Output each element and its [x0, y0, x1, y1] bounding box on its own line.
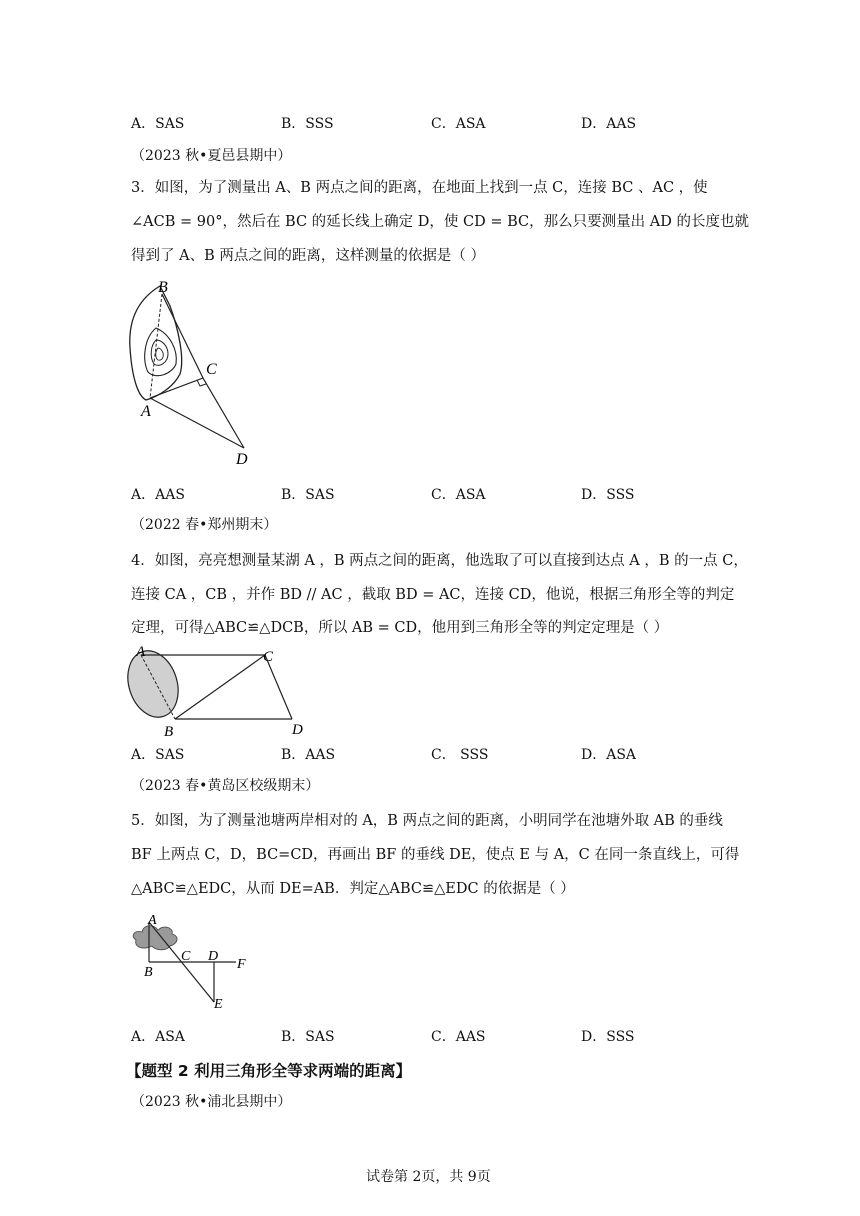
- section-heading: 【题型 2 利用三角形全等求两端的距离】: [126, 1062, 412, 1080]
- q2-option-a[interactable]: [131, 113, 184, 133]
- q5-option-a-label: A．ASA: [131, 1029, 185, 1045]
- q4-option-d[interactable]: [581, 744, 636, 764]
- q4-figure: [124, 642, 314, 738]
- label-e: E: [214, 997, 223, 1010]
- island-outer-contour: [130, 286, 182, 400]
- q5-option-c[interactable]: [431, 1026, 486, 1046]
- q2-option-b-label: B．SSS: [281, 116, 334, 132]
- q4-text-line1: 4．如图，亮亮想测量某湖 A ，B 两点之间的距离，他选取了可以直接到达点 A ，B 的一点 C，: [131, 553, 748, 569]
- q3-source: （2023 秋•夏邑县期中）: [131, 148, 292, 164]
- q3-option-c-label: C．ASA: [431, 487, 486, 503]
- island-peak-contour: [156, 348, 164, 360]
- label-a: A: [141, 403, 151, 420]
- q4-option-b[interactable]: [281, 744, 335, 764]
- segment-ab-dashed: [150, 294, 162, 398]
- q4-option-d-label: D．ASA: [581, 747, 637, 763]
- q3-text-line1: 3．如图，为了测量出 A、B 两点之间的距离，在地面上找到一点 C，连接 BC 、AC ，使: [131, 180, 708, 196]
- q2-option-d[interactable]: [581, 113, 636, 133]
- island-middle-contour: [145, 328, 177, 376]
- q5-option-b-label: B．SAS: [281, 1029, 335, 1045]
- label-a: A: [148, 913, 157, 928]
- q4-option-c[interactable]: [431, 744, 488, 764]
- label-c: C: [181, 949, 191, 964]
- q3-figure: [120, 278, 265, 468]
- segment-bc: [162, 294, 203, 378]
- q4-option-c-label: C． SSS: [431, 747, 489, 763]
- q5-option-d-label: D．SSS: [581, 1029, 635, 1045]
- label-b: B: [158, 279, 168, 296]
- q3-option-b-label: B．SAS: [281, 487, 335, 503]
- label-f: F: [237, 957, 246, 972]
- q5-text-line2: BF 上两点 C，D，BC=CD，再画出 BF 的垂线 DE，使点 E 与 A，C 在同一条直线上，可得: [131, 847, 740, 863]
- q5-figure: [126, 906, 256, 1010]
- q2-option-b[interactable]: [281, 113, 334, 133]
- label-b: B: [164, 724, 174, 738]
- section-source: （2023 秋•浦北县期中）: [131, 1094, 292, 1110]
- q3-option-b[interactable]: [281, 484, 335, 504]
- label-d: D: [208, 949, 219, 964]
- q5-text-line1: 5．如图，为了测量池塘两岸相对的 A，B 两点之间的距离，小明同学在池塘外取 AB 的垂线: [131, 813, 723, 829]
- q5-option-c-label: C．AAS: [431, 1029, 486, 1045]
- q4-option-b-label: B．AAS: [281, 747, 336, 763]
- label-d: D: [292, 722, 303, 738]
- q3-text-line3: 得到了 A、B 两点之间的距离，这样测量的依据是（ ）: [131, 248, 485, 264]
- label-c: C: [206, 361, 217, 378]
- q3-option-d[interactable]: [581, 484, 635, 504]
- label-a: A: [136, 644, 146, 660]
- q3-option-d-label: D．SSS: [581, 487, 635, 503]
- label-c: C: [263, 649, 274, 665]
- page-footer: 试卷第 2页，共 9页: [366, 1169, 491, 1185]
- q5-source: （2023 春•黄岛区校级期末）: [131, 778, 320, 794]
- segment-bc: [175, 655, 265, 719]
- q3-text-line2: ∠ACB = 90°，然后在 BC 的延长线上确定 D，使 CD = BC，那么只要测量出 AD 的长度也就: [131, 214, 749, 230]
- q4-text-line3: 定理，可得△ABC≌△DCB，所以 AB = CD，他用到三角形全等的判定定理是（ ）: [131, 620, 669, 636]
- q4-source: （2022 春•郑州期末）: [131, 517, 278, 533]
- q2-option-d-label: D．AAS: [581, 116, 637, 132]
- q5-text-line3: △ABC≌△EDC，从而 DE=AB．判定△ABC≌△EDC 的依据是（ ）: [131, 881, 575, 897]
- q4-text-line2: 连接 CA ，CB ，并作 BD // AC ，截取 BD = AC，连接 CD，他说，根据三角形全等的判定: [131, 587, 735, 603]
- label-b: B: [144, 965, 153, 980]
- q3-option-c[interactable]: [431, 484, 486, 504]
- q3-option-a-label: A．AAS: [131, 487, 185, 503]
- segment-ac: [150, 378, 203, 398]
- q5-option-b[interactable]: [281, 1026, 335, 1046]
- label-d: D: [236, 451, 248, 468]
- q5-option-d[interactable]: [581, 1026, 635, 1046]
- q2-option-c-label: C．ASA: [431, 116, 486, 132]
- q4-option-a[interactable]: [131, 744, 184, 764]
- q4-option-a-label: A．SAS: [131, 747, 185, 763]
- q5-option-a[interactable]: [131, 1026, 185, 1046]
- q2-option-c[interactable]: [431, 113, 486, 133]
- q2-option-a-label: A．SAS: [131, 116, 185, 132]
- q3-option-a[interactable]: [131, 484, 185, 504]
- lake-ellipse: [124, 644, 186, 724]
